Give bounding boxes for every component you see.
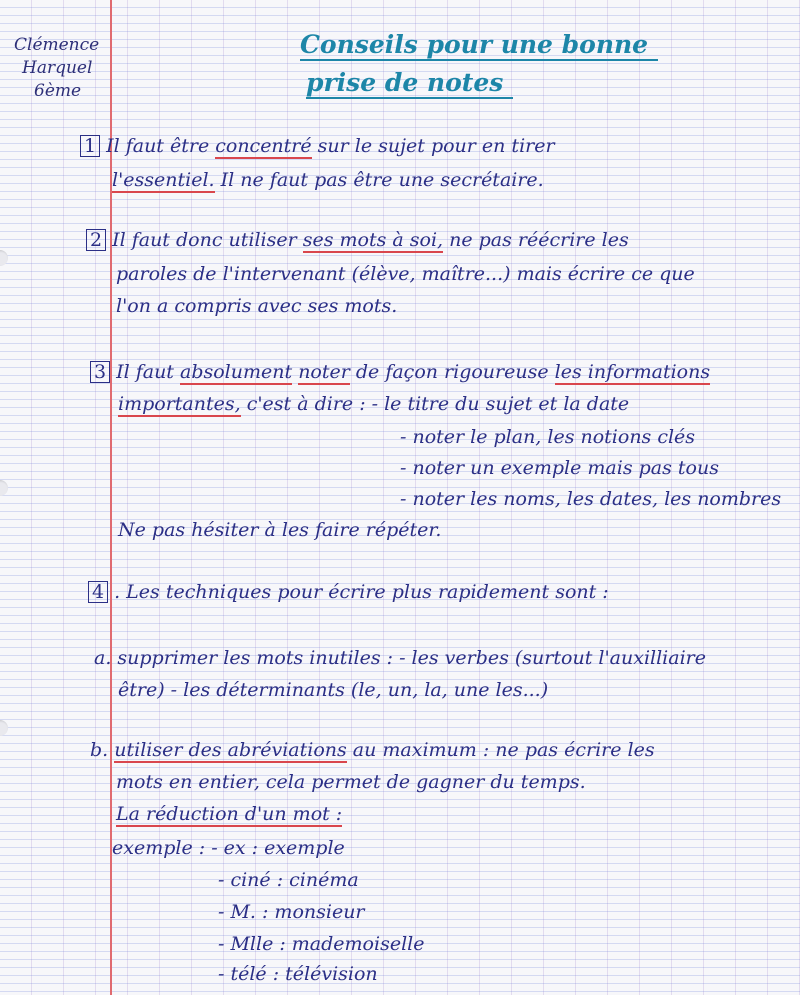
section2-line2: paroles de l'intervenant (élève, maître...) mais écrire ce que xyxy=(116,263,695,285)
section3-item: - noter les noms, les dates, les nombres xyxy=(400,488,782,510)
section1-text: Il faut être xyxy=(106,135,216,157)
example-item: - ciné : cinéma xyxy=(218,869,359,891)
section3-item: - noter le plan, les notions clés xyxy=(400,426,696,448)
section4-heading-text: . Les techniques pour écrire plus rapidement sont : xyxy=(114,581,609,603)
example-item: - M. : monsieur xyxy=(218,901,365,923)
section4-number: 4 xyxy=(88,581,108,603)
author-block xyxy=(14,34,99,103)
reduction-title-text: La réduction d'un mot : xyxy=(116,803,343,825)
section2-keyword: ses mots à soi, xyxy=(302,229,444,251)
section2-text: Il faut donc utiliser xyxy=(112,229,303,251)
section4-b-line1 xyxy=(90,738,655,762)
section2-text: ne pas réécrire les xyxy=(443,229,629,251)
example-item: - télé : télévision xyxy=(218,963,378,985)
section1-number: 1 xyxy=(80,135,100,157)
section3-keyword: importantes, xyxy=(118,393,241,415)
section1-line1 xyxy=(80,134,555,158)
title-line-2: prise de notes xyxy=(306,68,513,99)
section3-closing: Ne pas hésiter à les faire répéter. xyxy=(118,519,442,541)
section1-keyword: l'essentiel. xyxy=(112,169,215,191)
section2-number: 2 xyxy=(86,229,106,251)
binder-hole xyxy=(0,480,8,496)
example-label: exemple : xyxy=(112,837,212,859)
section3-item: - noter un exemple mais pas tous xyxy=(400,457,719,479)
section3-text: Il faut xyxy=(116,361,180,383)
binder-hole xyxy=(0,720,8,736)
author-surname: Harquel xyxy=(22,58,93,78)
reduction-title xyxy=(116,802,342,826)
section4-b-prefix: b. xyxy=(90,739,115,761)
section1-text: Il ne faut pas être une secrétaire. xyxy=(214,169,544,191)
section4-text: au maximum : ne pas écrire les xyxy=(346,739,655,761)
section2-line1 xyxy=(86,228,629,252)
section2-line3: l'on a compris avec ses mots. xyxy=(116,295,398,317)
section3-text: c'est à dire : - le titre du sujet et la date xyxy=(240,393,630,415)
example-item: - ex : exemple xyxy=(211,837,345,859)
author-name: Clémence xyxy=(14,35,100,55)
section3-keyword: noter xyxy=(298,361,350,383)
section1-text: sur le sujet pour en tirer xyxy=(311,135,555,157)
page-title xyxy=(300,26,658,102)
section4-a-line2: être) - les déterminants (le, un, la, une les...) xyxy=(118,679,549,701)
section4-keyword: utiliser des abréviations xyxy=(114,739,347,761)
section1-keyword: concentré xyxy=(215,135,312,157)
section3-text: de façon rigoureuse xyxy=(349,361,555,383)
section1-line2 xyxy=(112,168,544,192)
title-line-1: Conseils pour une bonne xyxy=(300,30,658,61)
section3-keyword: les informations xyxy=(554,361,711,383)
example-line xyxy=(112,836,345,860)
author-class: 6ème xyxy=(34,81,82,101)
section4-heading xyxy=(88,580,609,604)
section3-line1 xyxy=(90,360,710,384)
section3-line2 xyxy=(118,392,629,416)
section3-number: 3 xyxy=(90,361,110,383)
binder-hole xyxy=(0,250,8,266)
example-item: - Mlle : mademoiselle xyxy=(218,933,425,955)
section4-b-line2: mots en entier, cela permet de gagner du temps. xyxy=(116,771,586,793)
section4-a-line1: a. supprimer les mots inutiles : - les verbes (surtout l'auxilliaire xyxy=(94,647,706,669)
section3-keyword: absolument xyxy=(180,361,293,383)
